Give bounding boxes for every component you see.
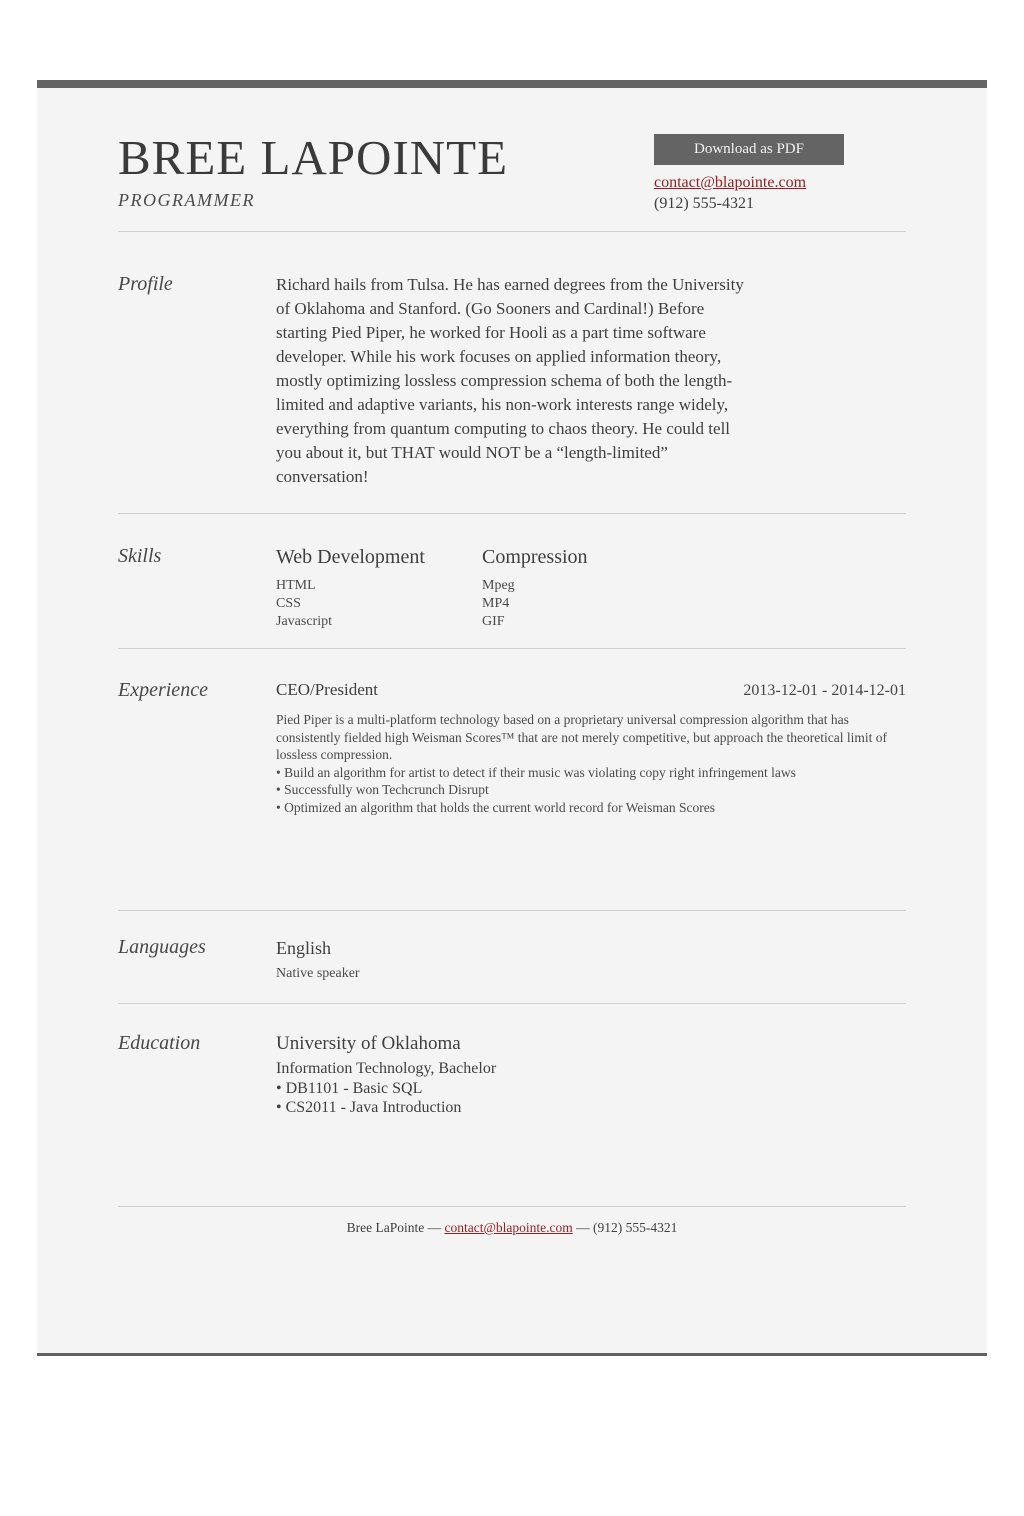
- section-label-profile: Profile: [118, 273, 173, 295]
- job-position: CEO/President: [276, 680, 378, 699]
- skill-item: MP4: [482, 596, 510, 611]
- education-entry: [276, 1032, 906, 1117]
- section-label-skills: Skills: [118, 545, 162, 567]
- header-email-link[interactable]: contact@blapointe.com: [654, 174, 807, 191]
- skill-group-name: Compression: [482, 546, 588, 568]
- skill-group: [276, 545, 478, 631]
- footer-phone: — (912) 555-4321: [576, 1220, 678, 1235]
- section-label-experience: Experience: [118, 679, 208, 701]
- header-phone: (912) 555-4321: [654, 195, 754, 212]
- skill-item: Javascript: [276, 614, 332, 629]
- experience-body: [276, 679, 906, 816]
- job-highlight: • Successfully won Techcrunch Disrupt: [276, 782, 489, 797]
- page-footer: [118, 1207, 906, 1249]
- edu-course: • DB1101 - Basic SQL: [276, 1080, 423, 1097]
- resume-content: [37, 80, 987, 1249]
- skill-group: [482, 545, 684, 631]
- download-pdf-button[interactable]: Download as PDF: [654, 134, 844, 165]
- footer-email-link[interactable]: contact@blapointe.com: [444, 1220, 573, 1235]
- resume-page: [37, 80, 987, 1356]
- skill-item: HTML: [276, 578, 316, 593]
- resume-header: [118, 88, 906, 231]
- profile-summary: Richard hails from Tulsa. He has earned degrees from the University of Oklahoma and Stanford. (Go Sooners and Cardinal!) Before starting Pied Piper, he worked for Hooli as a part time software developer. While his work focuses on applied information theory, mostly optimizing lossless compression schema of both the length-limited and adaptive variants, his non-work interests range widely, everything from quantum computing to chaos theory. He could tell you about it, but THAT would NOT be a “length-limited” conversation!: [276, 275, 744, 486]
- education-section: [118, 1004, 906, 1206]
- language-name: English: [276, 938, 332, 958]
- top-accent-bar: [37, 80, 987, 88]
- bottom-accent-bar: [37, 1353, 987, 1356]
- contact-block: [654, 132, 906, 213]
- languages-body: [276, 936, 906, 982]
- skill-item: Mpeg: [482, 578, 515, 593]
- profile-section: [118, 232, 906, 513]
- job-dates: 2013-12-01 - 2014-12-01: [743, 682, 906, 699]
- language-item: [276, 936, 906, 982]
- skills-body: [276, 545, 906, 631]
- job-summary: Pied Piper is a multi-platform technology based on a proprietary universal compression algorithm that has consistently fielded high Weisman Scores™ that are not merely competitive, but approach the theoretical limit of lossless compression.: [276, 712, 887, 762]
- person-name: BREE LAPOINTE: [118, 130, 508, 185]
- job-highlight: • Build an algorithm for artist to detect if their music was violating copy right infringement laws: [276, 764, 796, 780]
- job-entry: [276, 679, 906, 816]
- profile-body: [276, 273, 906, 489]
- section-label-education: Education: [118, 1032, 201, 1054]
- languages-section: [118, 911, 906, 1003]
- skill-item: GIF: [482, 614, 505, 629]
- education-body: [276, 1032, 906, 1117]
- section-label-languages: Languages: [118, 936, 206, 958]
- language-fluency: Native speaker: [276, 966, 360, 981]
- job-title: PROGRAMMER: [118, 190, 255, 211]
- skill-group-name: Web Development: [276, 546, 425, 568]
- footer-name: Bree LaPointe —: [346, 1220, 442, 1235]
- edu-degree: Information Technology, Bachelor: [276, 1060, 497, 1077]
- skills-section: [118, 514, 906, 648]
- edu-course: • CS2011 - Java Introduction: [276, 1099, 462, 1116]
- job-highlight: • Optimized an algorithm that holds the current world record for Weisman Scores: [276, 799, 716, 815]
- edu-institution: University of Oklahoma: [276, 1033, 461, 1054]
- skill-item: CSS: [276, 596, 301, 611]
- experience-section: [118, 649, 906, 910]
- job-head: [276, 679, 906, 701]
- name-block: [118, 132, 654, 213]
